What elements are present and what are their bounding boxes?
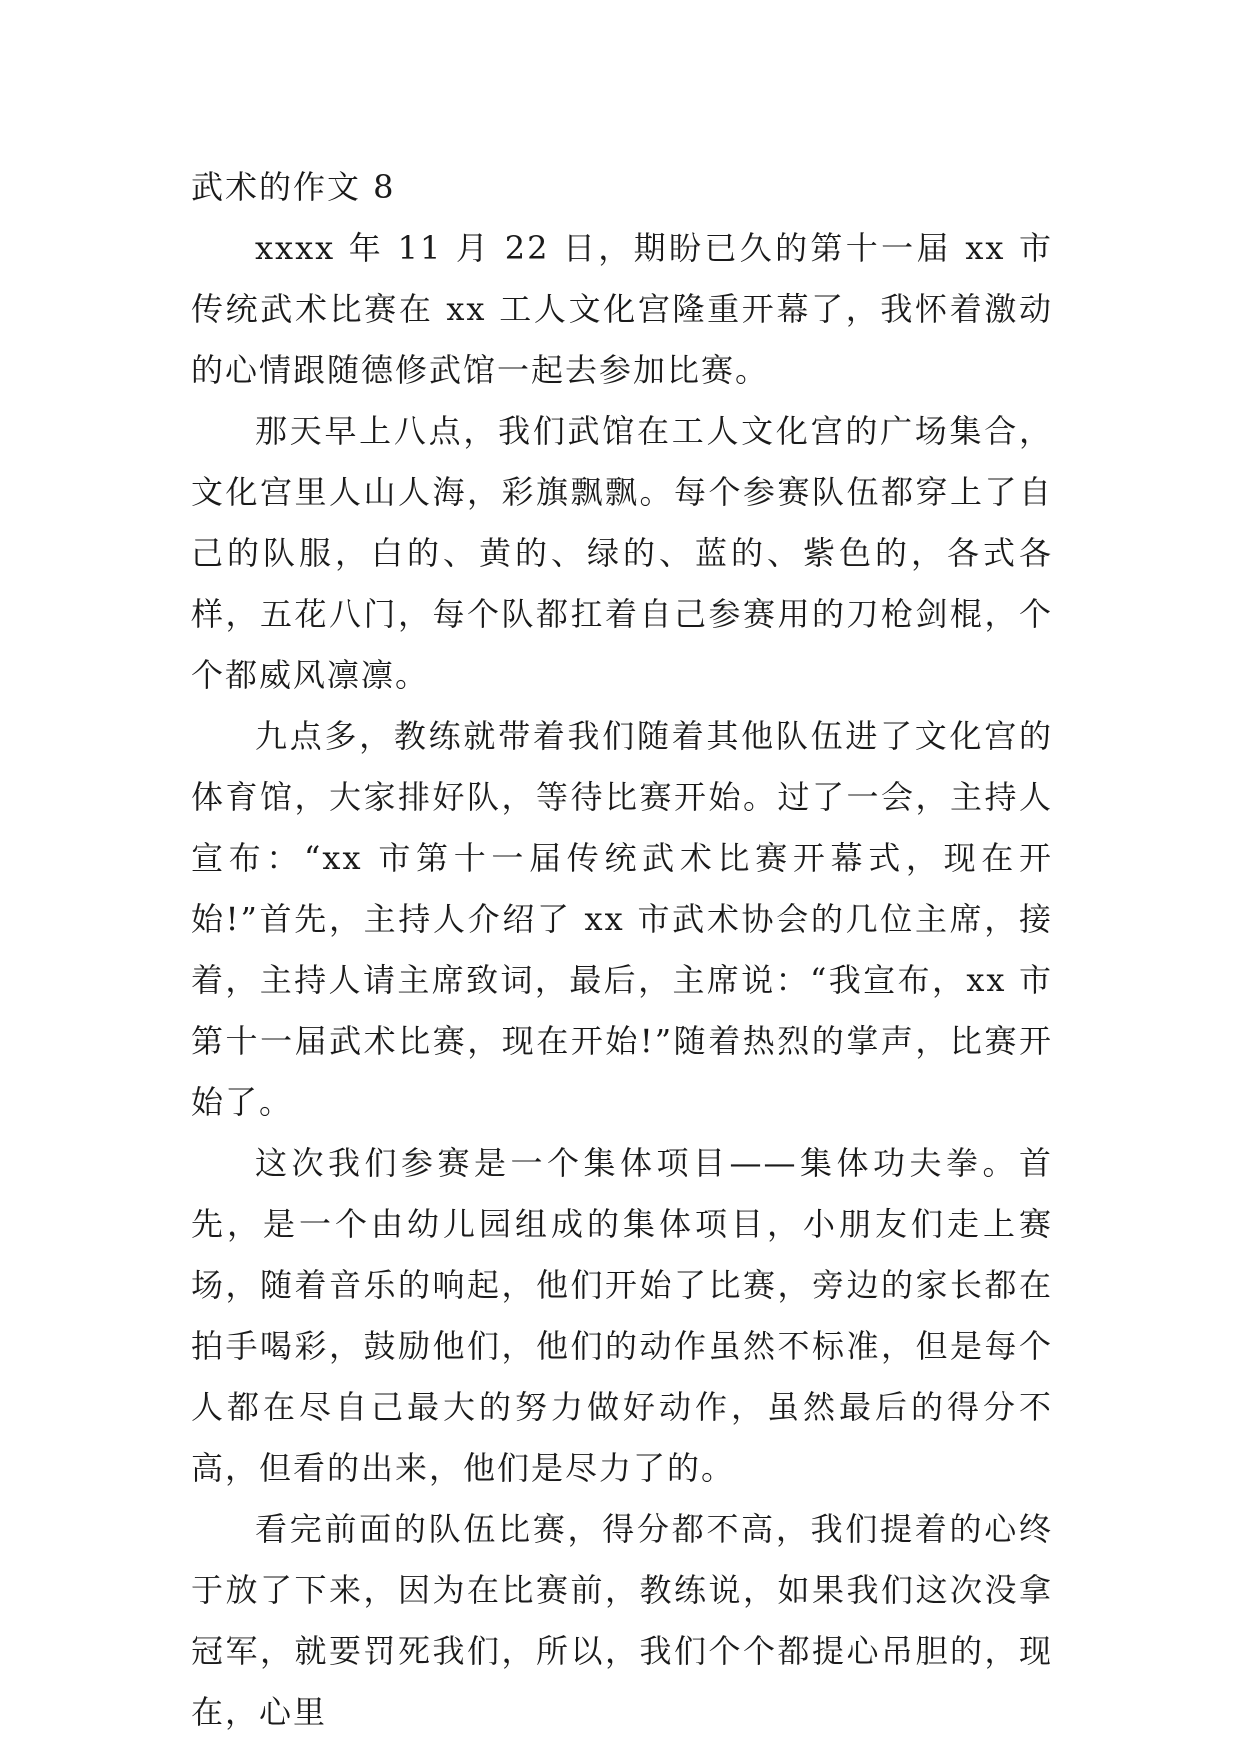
paragraph-4: 这次我们参赛是一个集体项目——集体功夫拳。首先，是一个由幼儿园组成的集体项目，小朋友们走上赛场，随着音乐的响起，他们开始了比赛，旁边的家长都在拍手喝彩，鼓励他们，他们的动作虽然不标准，但是每个人都在尽自己最大的努力做好动作，虽然最后的得分不高，但看的出来，他们是尽力了的。 xyxy=(191,1144,1053,1487)
document-title: 武术的作文 8 xyxy=(191,168,396,206)
document-body xyxy=(191,157,1053,1743)
paragraph-1: xxxx 年 11 月 22 日，期盼已久的第十一届 xx 市传统武术比赛在 xx 工人文化宫隆重开幕了，我怀着激动的心情跟随德修武馆一起去参加比赛。 xyxy=(191,229,1053,389)
paragraph-5: 看完前面的队伍比赛，得分都不高，我们提着的心终于放了下来，因为在比赛前，教练说，如果我们这次没拿冠军，就要罚死我们，所以，我们个个都提心吊胆的，现在，心里 xyxy=(191,1510,1053,1731)
paragraph-2: 那天早上八点，我们武馆在工人文化宫的广场集合，文化宫里人山人海，彩旗飘飘。每个参赛队伍都穿上了自己的队服，白的、黄的、绿的、蓝的、紫色的，各式各样，五花八门，每个队都扛着自己参赛用的刀枪剑棍，个个都威风凛凛。 xyxy=(191,412,1053,694)
paragraph-3: 九点多，教练就带着我们随着其他队伍进了文化宫的体育馆，大家排好队，等待比赛开始。过了一会，主持人宣布：“xx 市第十一届传统武术比赛开幕式，现在开始!”首先，主持人介绍了 xx 市武术协会的几位主席，接着，主持人请主席致词，最后，主席说：“我宣布，xx 市第十一届武术比赛，现在开始!”随着热烈的掌声，比赛开始了。 xyxy=(191,717,1053,1121)
